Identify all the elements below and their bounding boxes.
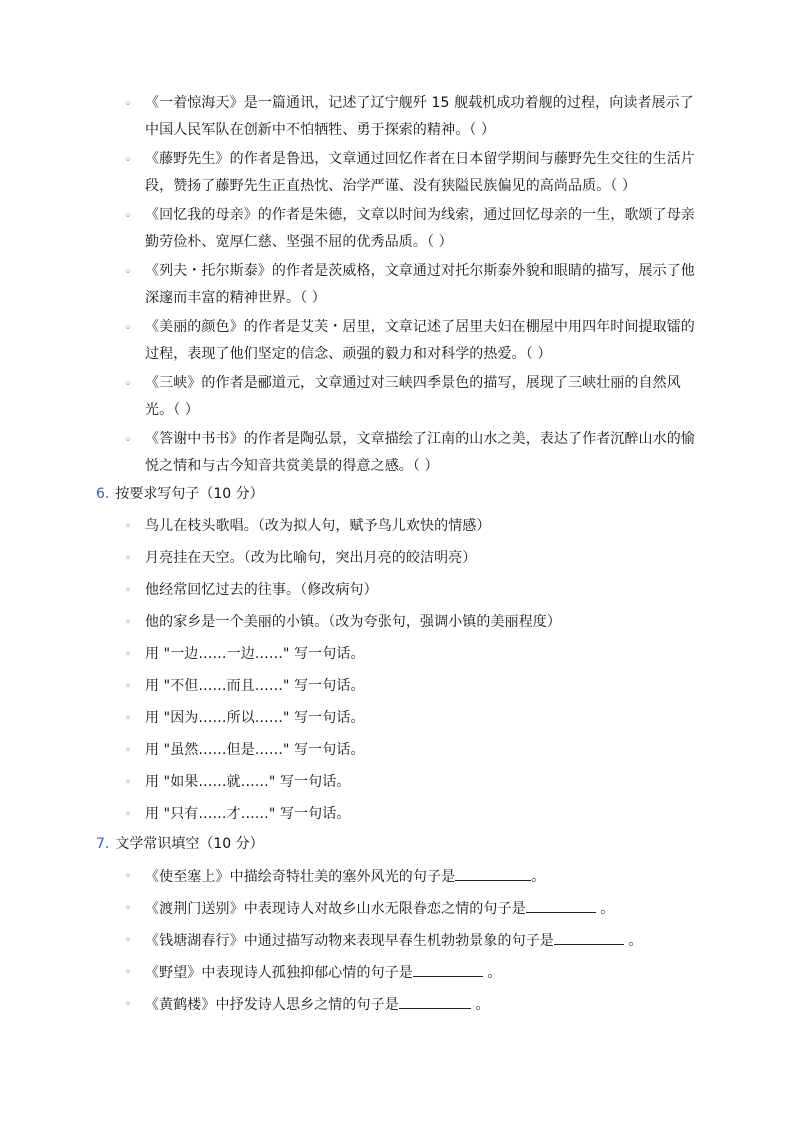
question-end: 。 bbox=[623, 933, 643, 949]
list-item-text: 《列夫・托尔斯泰》的作者是茨威格，文章通过对托尔斯泰外貌和眼睛的描写，展示了他深邃而丰富的精神世界。（ ） bbox=[145, 263, 695, 306]
bullet-icon: ◦ bbox=[125, 267, 131, 278]
bullet-icon: ◦ bbox=[125, 649, 131, 660]
fill-in-question bbox=[145, 930, 705, 951]
question-end: 。 bbox=[595, 901, 615, 917]
bullet-icon: ◦ bbox=[125, 435, 131, 446]
bullet-icon: ◦ bbox=[125, 211, 131, 222]
question-text: 《钱塘湖春行》中通过描写动物来表现早春生机勃勃景象的句子是 bbox=[145, 933, 554, 949]
fill-in-question bbox=[145, 866, 705, 887]
answer-blank[interactable] bbox=[455, 866, 531, 881]
question-text: 《黄鹤楼》中抒发诗人思乡之情的句子是 bbox=[145, 997, 399, 1013]
section-number: 6. bbox=[96, 486, 110, 502]
bullet-icon: ◦ bbox=[125, 935, 131, 946]
bullet-icon: ◦ bbox=[125, 585, 131, 596]
list-item-text: 用 "如果……就……" 写一句话。 bbox=[145, 774, 351, 790]
bullet-icon: ◦ bbox=[125, 99, 131, 110]
bullet-icon: ◦ bbox=[125, 809, 131, 820]
bullet-icon: ◦ bbox=[125, 999, 131, 1010]
bullet-icon: ◦ bbox=[125, 155, 131, 166]
question-text: 《使至塞上》中描绘奇特壮美的塞外风光的句子是 bbox=[145, 869, 456, 885]
bullet-icon: ◦ bbox=[125, 681, 131, 692]
bullet-icon: ◦ bbox=[125, 521, 131, 532]
question-end: 。 bbox=[482, 965, 502, 981]
section-number: 7. bbox=[96, 836, 110, 852]
bullet-icon: ◦ bbox=[125, 553, 131, 564]
answer-blank[interactable] bbox=[399, 994, 471, 1009]
list-item-text: 他经常回忆过去的往事。（修改病句） bbox=[145, 582, 378, 598]
question-text: 《渡荆门送别》中表现诗人对故乡山水无限眷恋之情的句子是 bbox=[145, 901, 526, 917]
bullet-icon: ◦ bbox=[125, 713, 131, 724]
fill-in-question bbox=[145, 994, 705, 1015]
section-title: 按要求写句子（10 分） bbox=[115, 486, 264, 502]
fill-in-question bbox=[145, 898, 705, 919]
answer-blank[interactable] bbox=[413, 962, 483, 977]
list-item-text: 鸟儿在枝头歌唱。（改为拟人句，赋予鸟儿欢快的情感） bbox=[145, 518, 491, 534]
bullet-icon: ◦ bbox=[125, 967, 131, 978]
list-item-text: 《藤野先生》的作者是鲁迅，文章通过回忆作者在日本留学期间与藤野先生交往的生活片段，赞扬了藤野先生正直热忱、治学严谨、没有狭隘民族偏见的高尚品质。（ ） bbox=[145, 151, 695, 194]
bullet-icon: ◦ bbox=[125, 777, 131, 788]
list-item-text: 《答谢中书书》的作者是陶弘景，文章描绘了江南的山水之美，表达了作者沉醉山水的愉悦之情和与古今知音共赏美景的得意之感。（ ） bbox=[145, 431, 695, 474]
bullet-icon: ◦ bbox=[125, 871, 131, 882]
bullet-icon: ◦ bbox=[125, 379, 131, 390]
bullet-icon: ◦ bbox=[125, 903, 131, 914]
question-end: 。 bbox=[470, 997, 490, 1013]
list-item-text: 《回忆我的母亲》的作者是朱德，文章以时间为线索，通过回忆母亲的一生，歌颂了母亲勤劳俭朴、宽厚仁慈、坚强不屈的优秀品质。（ ） bbox=[145, 207, 695, 250]
list-item-text: 用 "只有……才……" 写一句话。 bbox=[145, 806, 351, 822]
list-item-text: 用 "不但……而且……" 写一句话。 bbox=[145, 678, 365, 694]
list-item-text: 用 "因为……所以……" 写一句话。 bbox=[145, 710, 365, 726]
list-item-text: 月亮挂在天空。（改为比喻句，突出月亮的皎洁明亮） bbox=[145, 550, 477, 566]
question-end: 。 bbox=[531, 869, 546, 885]
section-title: 文学常识填空（10 分） bbox=[115, 836, 264, 852]
list-item-text: 《一着惊海天》是一篇通讯，记述了辽宁舰歼 15 舰载机成功着舰的过程，向读者展示了中国人民军队在创新中不怕牺牲、勇于探索的精神。（ ） bbox=[145, 95, 694, 138]
section-heading bbox=[96, 484, 264, 504]
list-item-text: 《三峡》的作者是郦道元，文章通过对三峡四季景色的描写，展现了三峡壮丽的自然风光。（ ） bbox=[145, 375, 681, 418]
list-item-text: 《美丽的颜色》的作者是艾芙・居里，文章记述了居里夫妇在棚屋中用四年时间提取镭的过程，表现了他们坚定的信念、顽强的毅力和对科学的热爱。（ ） bbox=[145, 319, 695, 362]
fill-in-question bbox=[145, 962, 705, 983]
answer-blank[interactable] bbox=[526, 898, 596, 913]
question-text: 《野望》中表现诗人孤独抑郁心情的句子是 bbox=[145, 965, 413, 981]
bullet-icon: ◦ bbox=[125, 323, 131, 334]
answer-blank[interactable] bbox=[554, 930, 624, 945]
bullet-icon: ◦ bbox=[125, 745, 131, 756]
list-item-text: 用 "虽然……但是……" 写一句话。 bbox=[145, 742, 365, 758]
bullet-icon: ◦ bbox=[125, 617, 131, 628]
section-heading bbox=[96, 834, 264, 854]
list-item-text: 用 "一边……一边……" 写一句话。 bbox=[145, 646, 365, 662]
list-item-text: 他的家乡是一个美丽的小镇。（改为夸张句，强调小镇的美丽程度） bbox=[145, 614, 561, 630]
